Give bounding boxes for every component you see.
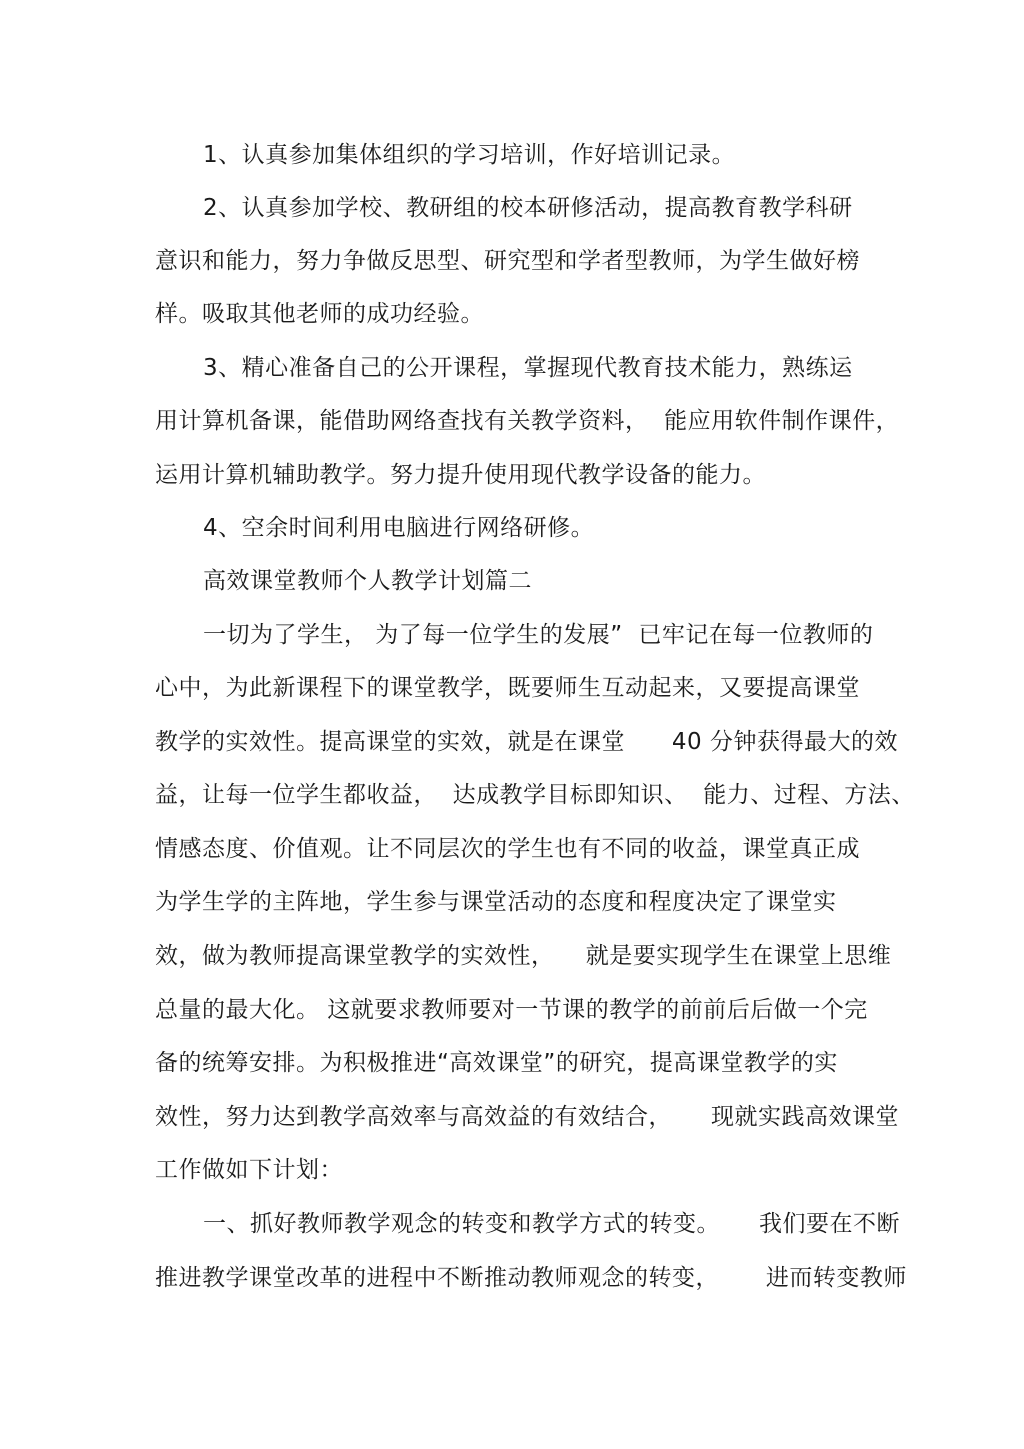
text-line: 一切为了学生， 为了每一位学生的发展” 已牢记在每一位教师的 [203, 622, 874, 648]
text-line: 教学的实效性。提高课堂的实效，就是在课堂 40 分钟获得最大的效 [155, 729, 898, 755]
text-line: 2、认真参加学校、教研组的校本研修活动，提高教育教学科研 [203, 195, 853, 221]
text-line: 益，让每一位学生都收益， 达成教学目标即知识、 能力、过程、方法、 [155, 782, 915, 808]
text-line: 总量的最大化。 这就要求教师要对一节课的教学的前前后后做一个完 [155, 997, 868, 1023]
text-line: 效，做为教师提高课堂教学的实效性， 就是要实现学生在课堂上思维 [155, 943, 892, 969]
section-heading: 高效课堂教师个人教学计划篇二 [203, 568, 532, 594]
text-line: 1、认真参加集体组织的学习培训，作好培训记录。 [203, 142, 736, 168]
text-line: 备的统筹安排。为积极推进“高效课堂”的研究，提高课堂教学的实 [155, 1050, 838, 1076]
text-line: 效性，努力达到教学高效率与高效益的有效结合， 现就实践高效课堂 [155, 1104, 900, 1130]
text-line: 工作做如下计划： [155, 1157, 343, 1183]
text-line: 3、精心准备自己的公开课程，掌握现代教育技术能力，熟练运 [203, 355, 853, 381]
text-line: 意识和能力，努力争做反思型、研究型和学者型教师，为学生做好榜 [155, 248, 860, 274]
text-line: 4、空余时间利用电脑进行网络研修。 [203, 515, 595, 541]
text-line: 样。吸取其他老师的成功经验。 [155, 301, 484, 327]
text-line: 为学生学的主阵地，学生参与课堂活动的态度和程度决定了课堂实 [155, 889, 837, 915]
text-line: 推进教学课堂改革的进程中不断推动教师观念的转变， 进而转变教师 [155, 1265, 907, 1291]
text-line: 心中，为此新课程下的课堂教学，既要师生互动起来，又要提高课堂 [155, 675, 860, 701]
text-line: 用计算机备课，能借助网络查找有关教学资料， 能应用软件制作课件， [155, 408, 900, 434]
text-line: 运用计算机辅助教学。努力提升使用现代教学设备的能力。 [155, 462, 766, 488]
text-line: 一、抓好教师教学观念的转变和教学方式的转变。 我们要在不断 [203, 1211, 901, 1237]
text-line: 情感态度、价值观。让不同层次的学生也有不同的收益，课堂真正成 [155, 836, 860, 862]
